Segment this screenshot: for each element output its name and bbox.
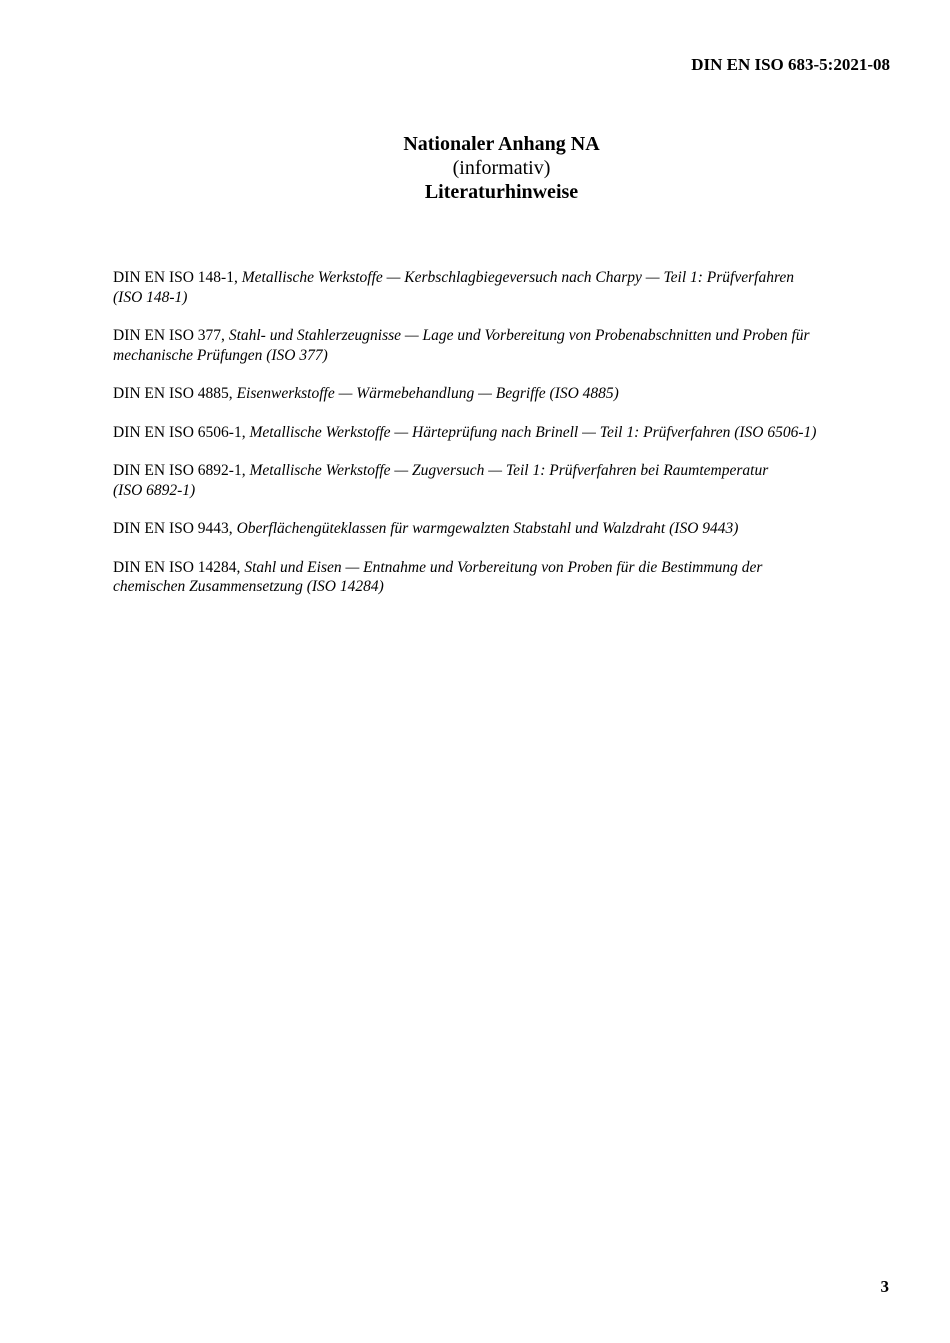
- reference-item: [113, 384, 903, 404]
- document-id: DIN EN ISO 683-5:2021-08: [691, 55, 890, 74]
- reference-item: [113, 326, 903, 365]
- page-number: 3: [880, 1277, 889, 1296]
- reference-list: [113, 268, 903, 616]
- reference-item: [113, 519, 903, 539]
- reference-item: [113, 461, 903, 500]
- reference-title: Metallische Werkstoffe — Kerbschlagbiegeversuch nach Charpy — Teil 1: Prüfverfahren (ISO 148-1): [113, 269, 795, 306]
- annex-heading: [0, 132, 950, 204]
- reference-title: Stahl und Eisen — Entnahme und Vorbereitung von Proben für die Bestimmung der chemischen Zusammensetzung (ISO 14284): [113, 558, 763, 595]
- reference-code: DIN EN ISO 14284,: [113, 558, 245, 576]
- reference-code: DIN EN ISO 4885,: [113, 385, 237, 402]
- reference-item: [113, 423, 903, 443]
- reference-title: Metallische Werkstoffe — Zugversuch — Teil 1: Prüfverfahren bei Raumtemperatur (ISO 6892-1): [113, 462, 769, 499]
- reference-code: DIN EN ISO 9443,: [113, 520, 237, 537]
- reference-title: Metallische Werkstoffe — Härteprüfung nach Brinell — Teil 1: Prüfverfahren (ISO 6506-1): [249, 423, 817, 441]
- reference-code: DIN EN ISO 6892-1,: [113, 462, 250, 479]
- reference-code: DIN EN ISO 6506-1,: [113, 423, 250, 441]
- reference-title: Oberflächengüteklassen für warmgewalzten Stabstahl und Walzdraht (ISO 9443): [236, 520, 739, 537]
- reference-item: [113, 268, 903, 307]
- reference-item: [113, 558, 903, 597]
- annex-title: Nationaler Anhang NA: [403, 133, 600, 155]
- annex-subtitle: (informativ): [452, 157, 551, 179]
- reference-code: DIN EN ISO 148-1,: [113, 269, 242, 286]
- reference-title: Stahl- und Stahlerzeugnisse — Lage und Vorbereitung von Probenabschnitten und Proben für mechanische Prüfungen (ISO 377): [113, 327, 810, 364]
- reference-title: Eisenwerkstoffe — Wärmebehandlung — Begriffe (ISO 4885): [236, 385, 619, 402]
- section-title: Literaturhinweise: [424, 181, 579, 203]
- reference-code: DIN EN ISO 377,: [113, 327, 229, 344]
